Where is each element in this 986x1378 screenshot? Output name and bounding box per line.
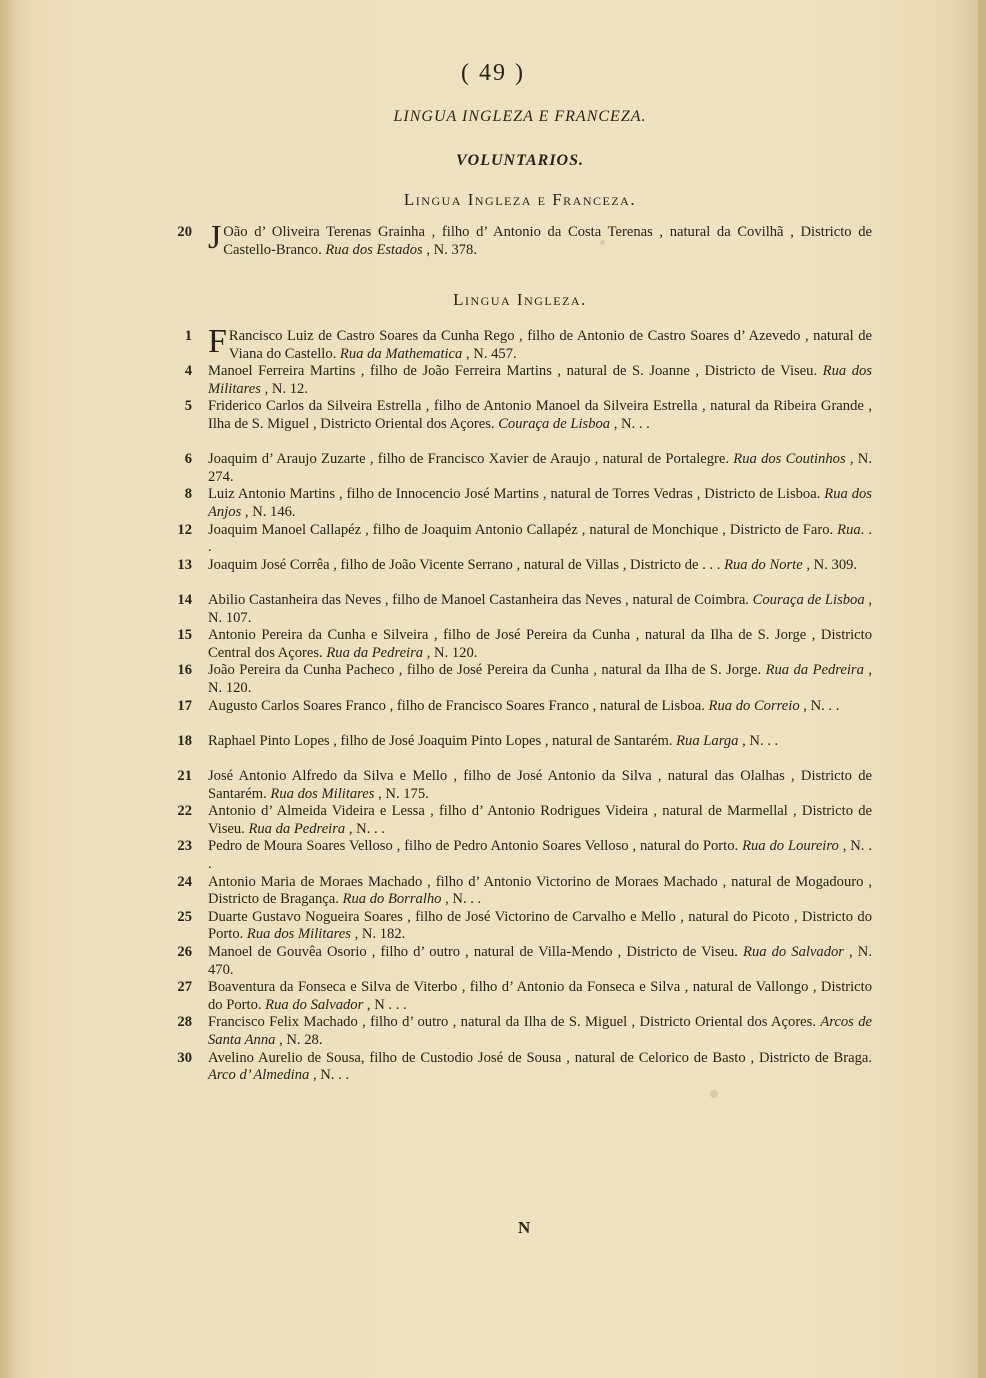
entry-body: Oão d’ Oliveira Terenas Grainha , filho d’ Antonio da Costa Terenas , natural da Covilhã , Districto de Castello-Branco. xyxy=(223,224,872,258)
entry-number: 21 xyxy=(177,768,192,784)
entry-house-number: , N. . . xyxy=(309,1067,350,1084)
entry-text xyxy=(208,557,872,575)
entry-street: Rua xyxy=(837,521,861,538)
entry-number: 30 xyxy=(177,1049,192,1066)
entry-number: 12 xyxy=(177,521,192,538)
entry-house-number: . . . xyxy=(208,521,872,556)
entry-street: Rua da Pedreira xyxy=(326,644,424,661)
entry-text xyxy=(208,838,872,873)
entry-street: Rua do Loureiro xyxy=(742,838,839,855)
entry-house-number: , N. 120. xyxy=(423,644,478,661)
entry-number: 26 xyxy=(177,944,192,960)
entry-house-number: , N. 28. xyxy=(275,1031,323,1048)
entry-house-number: , N. 378. xyxy=(422,241,477,258)
entry-text xyxy=(208,803,872,838)
signature-mark: N xyxy=(518,1218,531,1237)
entry-number: 27 xyxy=(177,979,192,996)
entry-text xyxy=(208,522,872,557)
entry-house-number: , N. 457. xyxy=(462,345,517,362)
entry-body: Joaquim Manoel Callapéz , filho de Joaquim Antonio Callapéz , natural de Monchique , Districto de Faro. xyxy=(208,521,838,538)
entry-street: Couraça de Lisboa xyxy=(752,592,865,608)
entry-street: Rua dos Militares xyxy=(270,785,375,802)
entry-house-number: , N. . . xyxy=(799,697,840,714)
entry-house-number: , N. . . xyxy=(738,732,779,749)
entry-text xyxy=(208,698,872,716)
entry-body: Pedro de Moura Soares Velloso , filho de Pedro Antonio Soares Velloso , natural do Porto. xyxy=(208,838,743,855)
entry-number: 1 xyxy=(184,328,192,344)
entry-text xyxy=(208,909,872,944)
entry-text xyxy=(208,944,872,979)
entry-number: 17 xyxy=(177,697,192,714)
drop-cap: J xyxy=(208,219,222,256)
entry-street: Rua dos Militares xyxy=(246,926,351,943)
entry-body: Raphael Pinto Lopes , filho de José Joaquim Pinto Lopes , natural de Santarém. xyxy=(208,732,677,749)
entry-body: Joaquim José Corrêa , filho de João Vicente Serrano , natural de Villas , Districto de . . . xyxy=(208,556,725,573)
entry-street: Rua dos Anjos xyxy=(208,486,872,520)
entry-street: Couraça de Lisboa xyxy=(498,415,611,432)
entry-body: Augusto Carlos Soares Franco , filho de Francisco Soares Franco , natural de Lisboa. xyxy=(208,697,709,714)
entry-house-number: , N. 274. xyxy=(208,451,872,485)
entry-street: Rua dos Coutinhos xyxy=(733,451,846,468)
entry-body: Avelino Aurelio de Sousa, filho de Custodio José de Sousa , natural de Celorico de Basto , Districto de Braga. xyxy=(208,1049,872,1066)
entry-house-number: , N. . . xyxy=(441,891,482,908)
entry-text xyxy=(208,363,872,398)
entry-street: Rua Larga xyxy=(676,732,739,749)
entry-text xyxy=(208,733,872,751)
entry-body: Manoel de Gouvêa Osorio , filho d’ outro , natural de Villa-Mendo , Districto de Viseu. xyxy=(208,944,744,960)
entry-body: Boaventura da Fonseca e Silva de Viterbo , filho d’ Antonio da Fonseca e Silva , natural de Vallongo , Districto do Porto. xyxy=(208,979,872,1013)
entry-street: Rua da Pedreira xyxy=(765,662,864,679)
entry-number: 8 xyxy=(184,486,192,503)
entry-number: 14 xyxy=(177,592,192,608)
entry-text xyxy=(208,1050,872,1085)
entry-street: Arco d’ Almedina xyxy=(208,1067,310,1084)
entry-text xyxy=(208,627,872,662)
entry-number: 28 xyxy=(177,1014,192,1031)
entry-text xyxy=(208,662,872,697)
entry-body: José Antonio Alfredo da Silva e Mello , filho de José Antonio da Silva , natural das Olalhas , Districto de Santarém. xyxy=(208,768,872,802)
entry-number: 5 xyxy=(184,398,192,415)
entry-street: Arcos de Santa Anna xyxy=(208,1014,873,1048)
entry-house-number: , N. 12. xyxy=(260,380,308,397)
entry-street: Rua da Pedreira xyxy=(248,820,346,837)
entry-text xyxy=(208,398,872,433)
entry-number: 16 xyxy=(177,662,192,679)
entry-body: Joaquim d’ Araujo Zuzarte , filho de Francisco Xavier de Araujo , natural de Portalegre. xyxy=(208,451,734,468)
entry-number: 24 xyxy=(177,873,192,890)
entry-body: Antonio d’ Almeida Videira e Lessa , filho d’ Antonio Rodrigues Videira , natural de Marmellal , Districto de Viseu. xyxy=(208,803,872,837)
entry-body: João Pereira da Cunha Pacheco , filho de José Pereira da Cunha , natural da Ilha de S. Jorge. xyxy=(208,662,766,679)
entry-text xyxy=(208,486,872,521)
section-heading-1: Lingua Ingleza e Franceza. xyxy=(403,190,637,209)
entry-body: Manoel Ferreira Martins , filho de João Ferreira Martins , natural de S. Joanne , Districto de Viseu. xyxy=(208,363,823,380)
entry-text xyxy=(208,979,872,1014)
entry-text xyxy=(208,874,872,909)
entry-body: Rancisco Luiz de Castro Soares da Cunha Rego , filho de Antonio de Castro Soares d’ Azevedo , natural de Viana do Castello. xyxy=(228,328,872,362)
entry-house-number: , N. . . xyxy=(345,820,385,837)
drop-cap: F xyxy=(208,323,227,360)
entry-street: Rua dos Militares xyxy=(208,363,872,397)
entry-street: Rua do Borralho xyxy=(342,891,442,908)
entry-text xyxy=(208,219,872,259)
entry-number: 6 xyxy=(184,451,192,468)
entry-body: Antonio Maria de Moraes Machado , filho d’ Antonio Victorino de Moraes Machado , natural de Mogadouro , Districto de Bragança. xyxy=(208,873,872,908)
page-title: LINGUA INGLEZA E FRANCEZA. xyxy=(393,108,647,125)
entry-house-number: , N. 175. xyxy=(374,785,429,802)
entry-house-number: , N. 309. xyxy=(802,556,858,573)
entry-street: Rua do Correio xyxy=(708,697,800,714)
entry-text xyxy=(208,451,872,486)
entry-body: Antonio Pereira da Cunha e Silveira , filho de José Pereira da Cunha , natural da Ilha de S. Jorge , Districto Central dos Açores. xyxy=(208,627,872,661)
entry-street: Rua do Salvador xyxy=(743,944,844,960)
entry-house-number: , N. 146. xyxy=(241,503,296,520)
entry-number: 13 xyxy=(177,556,192,573)
section-subtitle: VOLUNTARIOS. xyxy=(455,152,585,169)
entry-number: 15 xyxy=(177,627,192,644)
entry-house-number: , N . . . xyxy=(363,996,407,1013)
entry-street: Rua dos Estados xyxy=(325,241,423,258)
entry-street: Rua do Norte xyxy=(724,556,803,573)
entry-house-number: , N. 120. xyxy=(208,662,873,696)
entry-body: Luiz Antonio Martins , filho de Innocencio José Martins , natural de Torres Vedras , Districto de Lisboa. xyxy=(208,486,825,503)
entry-house-number: , N. 107. xyxy=(208,592,873,626)
entry-number: 20 xyxy=(177,224,192,240)
entry-body: Friderico Carlos da Silveira Estrella , filho de Antonio Manoel da Silveira Estrella , natural da Ribeira Grande , Ilha de S. Miguel , Districto Oriental dos Açores. xyxy=(208,398,872,432)
entry-text xyxy=(208,1014,872,1049)
page-number: ( 49 ) xyxy=(461,60,525,86)
entry-house-number: , N. . . xyxy=(208,838,872,872)
entry-street: Rua da Mathematica xyxy=(339,345,463,362)
entry-body: Francisco Felix Machado , filho d’ outro , natural da Ilha de S. Miguel , Districto Oriental dos Açores. xyxy=(208,1014,821,1031)
section-heading-2: Lingua Ingleza. xyxy=(453,290,587,309)
entry-number: 4 xyxy=(184,363,192,380)
entry-number: 22 xyxy=(177,803,192,820)
entry-street: Rua do Salvador xyxy=(265,996,364,1013)
entry-house-number: , N. 182. xyxy=(350,926,406,943)
entry-number: 25 xyxy=(177,908,192,925)
entry-body: Abilio Castanheira das Neves , filho de Manoel Castanheira das Neves , natural de Coimbra. xyxy=(208,592,753,608)
entry-text xyxy=(208,768,872,803)
entry-text xyxy=(208,323,872,363)
entry-number: 18 xyxy=(177,732,192,749)
entry-number: 23 xyxy=(177,838,192,855)
entry-text xyxy=(208,592,872,627)
entry-body: Duarte Gustavo Nogueira Soares , filho de José Victorino de Carvalho e Mello , natural do Picoto , Districto do Porto. xyxy=(208,908,872,943)
entry-house-number: , N. 470. xyxy=(208,944,872,978)
paper-stain xyxy=(710,1090,718,1098)
entry-house-number: , N. . . xyxy=(610,415,650,432)
